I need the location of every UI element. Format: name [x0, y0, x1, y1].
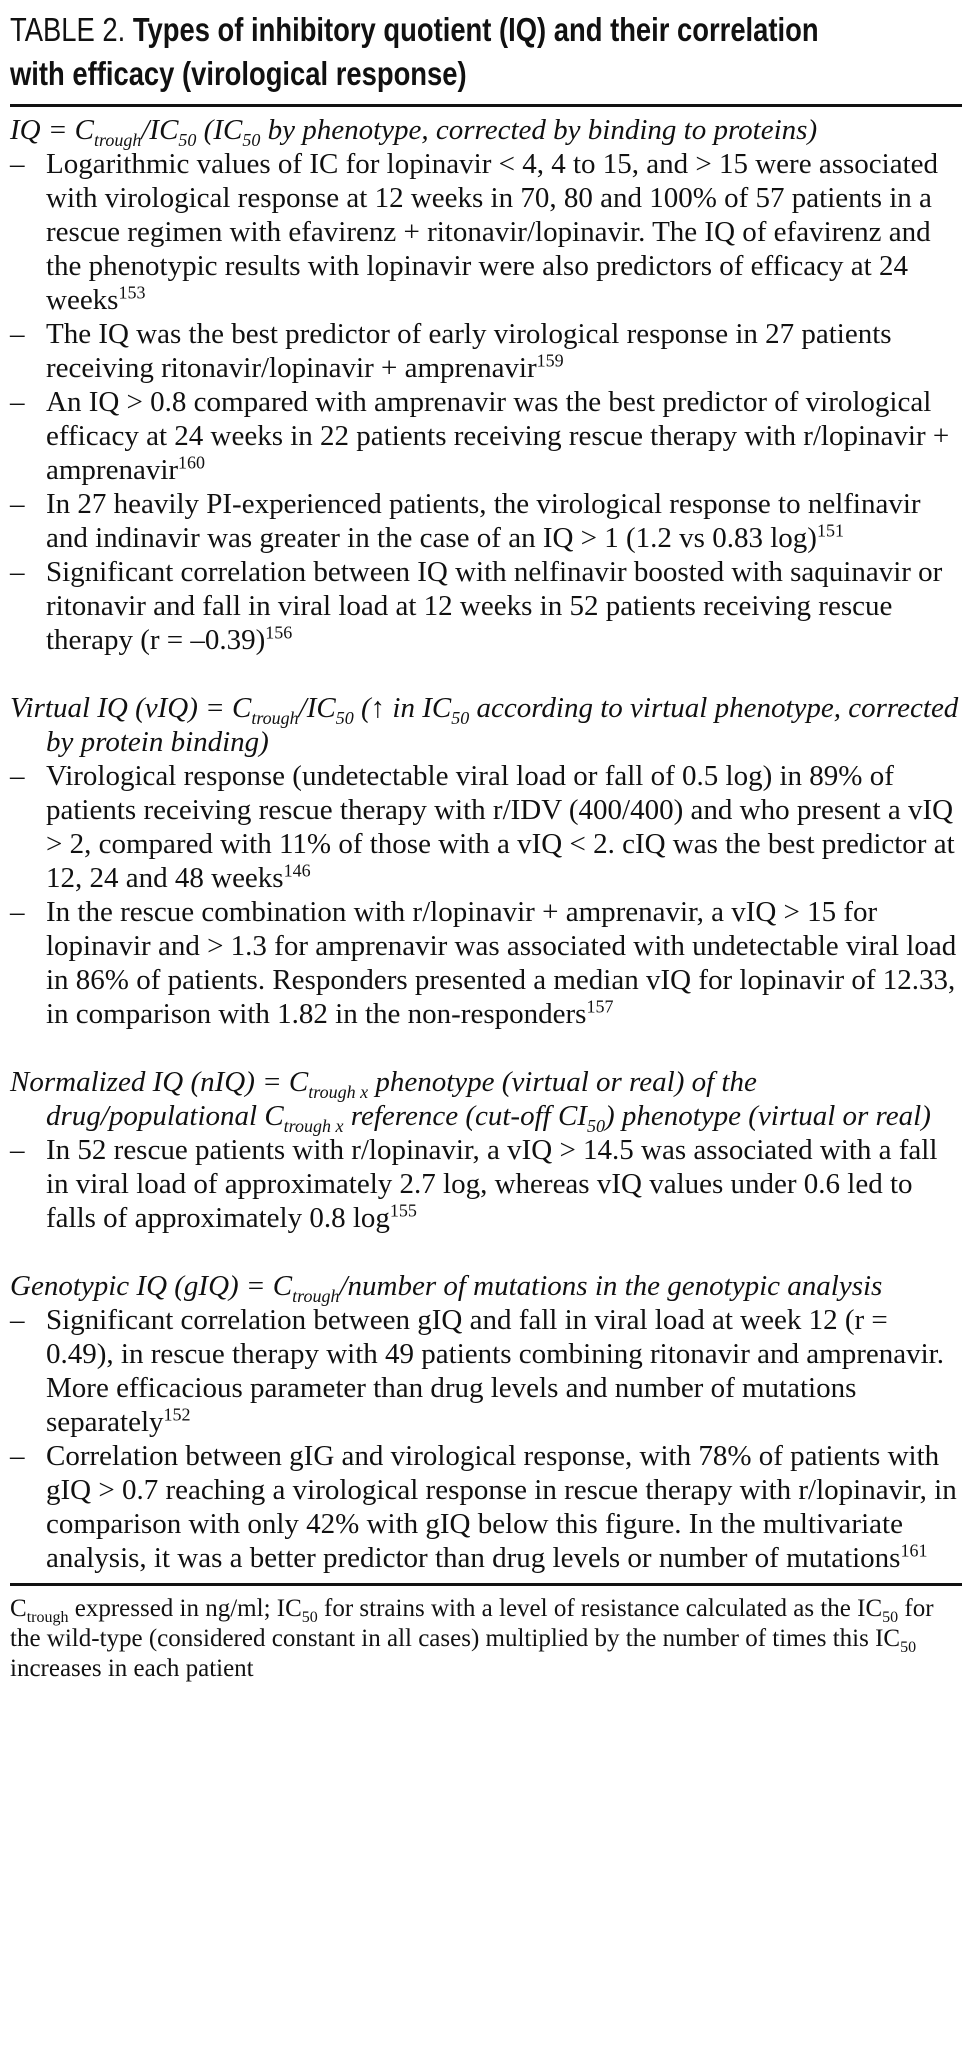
list-item: – Logarithmic values of IC for lopinavir < 4, 4 to 15, and > 15 were associated with virological response at 12 weeks in 70, 80 and 100% of 57 patients in a rescue regimen with efavirenz + ritonavir/lopinavir. The IQ of efavirenz and the phenotypic results with lopinavir were also predictors of efficacy at 24 weeks$^{153}$: [10, 148, 939, 316]
reference-number: 152: [163, 1404, 191, 1425]
table-page: [10, 0, 962, 1684]
section-heading: Normalized IQ $(nIQ) = C_{trough x}$ phenotype (virtual or real) of the drug/populational $C_{trough x}$ reference (cut-off $CI_{50}$) phenotype (virtual or real): [10, 1066, 931, 1136]
table-title: [10, 8, 962, 96]
section-normalized-iq: [10, 1065, 962, 1235]
section-iq: [10, 113, 962, 657]
section-heading: Virtual IQ $(vIQ) = C_{trough}/IC_{50}$ (↑ in $IC_{50}$ according to virtual phenotype, corrected by protein binding): [10, 692, 959, 758]
reference-number: 159: [536, 350, 564, 371]
section-gap: [10, 657, 962, 691]
reference-number: 146: [283, 860, 311, 881]
list-item: – Virological response (undetectable viral load or fall of 0.5 log) in 89% of patients receiving rescue therapy with r/IDV (400/400) and who present a vIQ > 2, compared with 11% of those with a vIQ < 2. cIQ was the best predictor at 12, 24 and 48 weeks$^{146}$: [10, 760, 955, 894]
list-item: – In 52 rescue patients with r/lopinavir, a vIQ > 14.5 was associated with a fall in viral load of approximately 2.7 log, whereas vIQ values under 0.6 led to falls of approximately 0.8 log$^{155}$: [10, 1134, 938, 1234]
list-item: – In the rescue combination with r/lopinavir + amprenavir, a vIQ > 15 for lopinavir and > 1.3 for amprenavir was associated with undetectable viral load in 86% of patients. Responders presented a median vIQ for lopinavir of 12.33, in comparison with 1.82 in the non-responders$^{157}$: [10, 896, 957, 1030]
section-gap: [10, 1235, 962, 1269]
section-gap: [10, 1031, 962, 1065]
reference-number: 155: [389, 1200, 417, 1221]
section-heading: IQ = $C_{trough}/IC_{50}$ ($IC_{50}$ by phenotype, corrected by binding to proteins): [10, 114, 818, 150]
table-title-line-1: Types of inhibitory quotient (IQ) and their correlation: [132, 11, 819, 48]
reference-number: 160: [178, 452, 206, 473]
reference-number: 151: [816, 520, 844, 541]
reference-number: 153: [118, 282, 146, 303]
list-item: – The IQ was the best predictor of early virological response in 27 patients receiving ritonavir/lopinavir + amprenavir$^{159}$: [10, 318, 892, 384]
reference-number: 157: [586, 996, 614, 1017]
list-item: – An IQ > 0.8 compared with amprenavir was the best predictor of virological efficacy at 24 weeks in 22 patients receiving rescue therapy with r/lopinavir + amprenavir$^{160}$: [10, 386, 950, 486]
table-title-line-2: with efficacy (virological response): [10, 55, 467, 92]
list-item: – Significant correlation between IQ with nelfinavir boosted with saquinavir or ritonavir and fall in viral load at 12 weeks in 52 patients receiving rescue therapy (r = –0.39)$^{156}$: [10, 556, 943, 656]
section-genotypic-iq: [10, 1269, 962, 1575]
list-item: – In 27 heavily PI-experienced patients, the virological response to nelfinavir and indinavir was greater in the case of an IQ > 1 (1.2 vs 0.83 log)$^{151}$: [10, 488, 921, 554]
list-item: – Correlation between gIG and virological response, with 78% of patients with gIQ > 0.7 reaching a virological response in rescue therapy with r/lopinavir, in comparison with only 42% with gIQ below this figure. In the multivariate analysis, it was a better predictor than drug levels or number of mutations$^{161}$: [10, 1440, 957, 1574]
top-rule: [10, 104, 962, 107]
table-label: TABLE 2.: [10, 11, 126, 48]
section-virtual-iq: [10, 691, 962, 1031]
table-footnote: $C_{trough}$ expressed in ng/ml; $IC_{50}$ for strains with a level of resistance calculated as the $IC_{50}$ for the wild-type (considered constant in all cases) multiplied by the number of times this $IC_{50}$ increases in each patient: [10, 1595, 934, 1682]
reference-number: 156: [265, 622, 293, 643]
list-item: – Significant correlation between gIQ and fall in viral load at week 12 (r = 0.49), in rescue therapy with 49 patients combining ritonavir and amprenavir. More efficacious parameter than drug levels and number of mutations separately$^{152}$: [10, 1304, 944, 1438]
bottom-rule: [10, 1583, 962, 1586]
section-heading: Genotypic IQ $(gIQ) = C_{trough}$/number of mutations in the genotypic analysis: [10, 1270, 883, 1306]
reference-number: 161: [900, 1540, 928, 1561]
